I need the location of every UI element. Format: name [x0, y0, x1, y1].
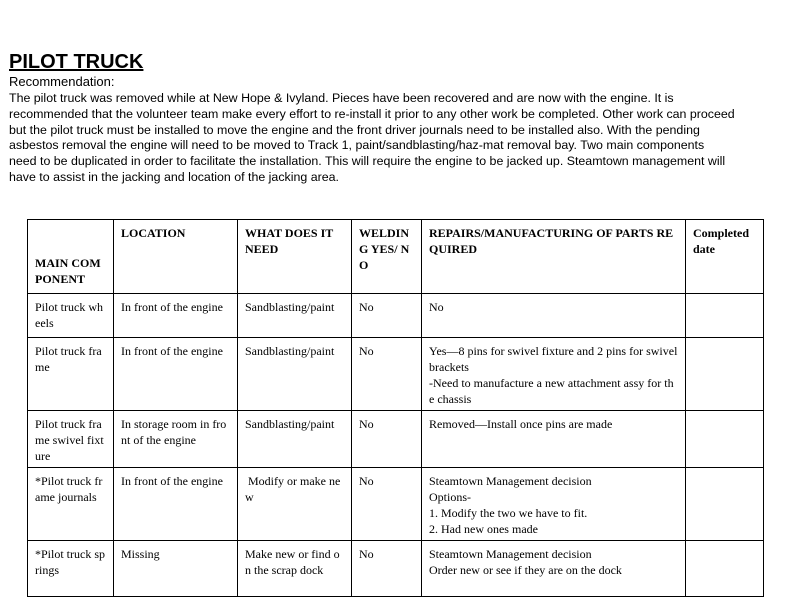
cell-location: In front of the engine — [114, 338, 238, 411]
cell-location: Missing — [114, 541, 238, 597]
header-main-component: MAIN COMPONENT — [28, 220, 114, 294]
cell-repairs: Steamtown Management decision Options- 1. Modify the two we have to fit. 2. Had new ones made — [422, 468, 686, 541]
cell-location: In front of the engine — [114, 468, 238, 541]
cell-need: Sandblasting/paint — [238, 338, 352, 411]
parts-table — [27, 219, 764, 597]
table-header-row — [28, 220, 764, 294]
cell-welding: No — [352, 338, 422, 411]
header-completed-date: Completed date — [686, 220, 764, 294]
header-location: LOCATION — [114, 220, 238, 294]
cell-location: In front of the engine — [114, 294, 238, 338]
table-row — [28, 411, 764, 468]
document-title: PILOT TRUCK — [9, 51, 144, 73]
cell-component: *Pilot truck springs — [28, 541, 114, 597]
cell-completed — [686, 411, 764, 468]
cell-repairs: Steamtown Management decision Order new or see if they are on the dock — [422, 541, 686, 597]
cell-welding: No — [352, 468, 422, 541]
header-what-does-it-need: WHAT DOES IT NEED — [238, 220, 352, 294]
header-welding: WELDING YES/ NO — [352, 220, 422, 294]
cell-welding: No — [352, 541, 422, 597]
cell-completed — [686, 541, 764, 597]
cell-need: Sandblasting/paint — [238, 294, 352, 338]
header-repairs: REPAIRS/MANUFACTURING OF PARTS REQUIRED — [422, 220, 686, 294]
table-row — [28, 338, 764, 411]
cell-repairs: No — [422, 294, 686, 338]
table-row — [28, 294, 764, 338]
cell-completed — [686, 338, 764, 411]
recommendation-label: Recommendation: — [9, 74, 115, 89]
cell-repairs: Removed—Install once pins are made — [422, 411, 686, 468]
table-row — [28, 541, 764, 597]
cell-need: Make new or find on the scrap dock — [238, 541, 352, 597]
cell-welding: No — [352, 294, 422, 338]
cell-welding: No — [352, 411, 422, 468]
cell-component: Pilot truck frame — [28, 338, 114, 411]
cell-location: In storage room in front of the engine — [114, 411, 238, 468]
table-row — [28, 468, 764, 541]
cell-component: Pilot truck frame swivel fixture — [28, 411, 114, 468]
cell-component: Pilot truck wheels — [28, 294, 114, 338]
cell-completed — [686, 468, 764, 541]
cell-completed — [686, 294, 764, 338]
cell-need: Modify or make new — [238, 468, 352, 541]
cell-repairs: Yes—8 pins for swivel fixture and 2 pins for swivel brackets -Need to manufacture a new attachment assy for the chassis — [422, 338, 686, 411]
cell-component: *Pilot truck frame journals — [28, 468, 114, 541]
recommendation-paragraph: The pilot truck was removed while at New Hope & Ivyland. Pieces have been recovered and are now with the engine. It is recommended that the volunteer team make every effort to re-install it prior to any other work be completed. Other work can proceed but the pilot truck must be installed to move the engine and the front driver journals need to be installed also. With the pending asbestos removal the engine will need to be moved to Track 1, paint/sandblasting/haz-mat removal bay. Two main components need to be duplicated in order to facilitate the installation. This will require the engine to be jacked up. Steamtown management will have to assist in the jacking and location of the jacking area. — [9, 91, 735, 184]
cell-need: Sandblasting/paint — [238, 411, 352, 468]
